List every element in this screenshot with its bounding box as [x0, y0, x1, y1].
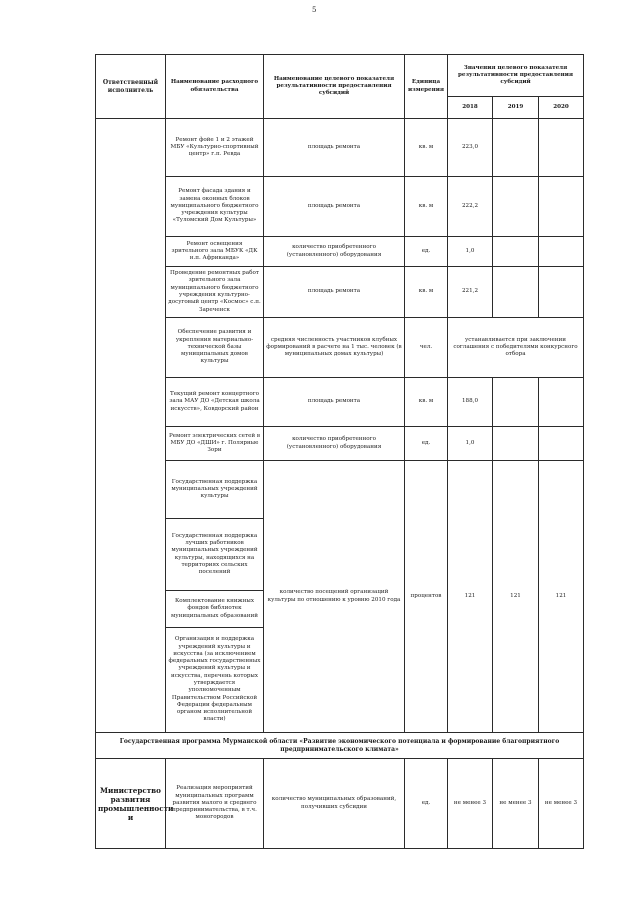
executor-cell: Министерство развития промышленности и	[96, 759, 166, 849]
executor-cell	[96, 119, 166, 733]
unit-cell: кв. м	[405, 267, 448, 318]
table-row	[96, 119, 584, 177]
unit-cell: кв. м	[405, 378, 448, 427]
group-unit-cell: процентов	[405, 461, 448, 733]
obligation-cell: Комплектование книжных фондов библиотек муниципальных образований	[166, 591, 264, 628]
obligation-cell: Ремонт электрических сетей в МБУ ДО «ДШИ» г. Полярные Зори	[166, 427, 264, 461]
value-2019-cell	[493, 177, 539, 237]
unit-cell: чел.	[405, 318, 448, 378]
table-row	[96, 267, 584, 318]
value-2019-cell	[493, 427, 539, 461]
value-2020-cell	[539, 427, 584, 461]
indicator-cell: количество муниципальных образований, получивших субсидии	[264, 759, 405, 849]
header-values-group: Значения целевого показателя результативности предоставления субсидий	[448, 55, 584, 97]
indicator-cell: средняя численность участников клубных формирований в расчете на 1 тыс. человек (в муниципальных домах культуры)	[264, 318, 405, 378]
value-2020-cell	[539, 378, 584, 427]
table-row	[96, 237, 584, 267]
value-2018-cell: 1,0	[448, 427, 493, 461]
program-row	[96, 733, 584, 759]
value-2020-cell	[539, 119, 584, 177]
indicator-cell: площадь ремонта	[264, 119, 405, 177]
value-2018-cell: 1,0	[448, 237, 493, 267]
value-2019-cell	[493, 119, 539, 177]
value-2019-cell	[493, 378, 539, 427]
obligation-cell: Ремонт освещения зрительного зала МБУК «ДК н.п. Африканда»	[166, 237, 264, 267]
obligation-cell: Реализация мероприятий муниципальных программ развития малого и среднего предпринимательства, в т.ч. моногородов	[166, 759, 264, 849]
header-executor: Ответственный исполнитель	[96, 55, 166, 119]
program-title: Государственная программа Мурманской области «Развитие экономического потенциала и формирование благоприятного предпринимательского климата»	[96, 733, 584, 759]
indicator-cell: количество приобретенного (установленного) оборудования	[264, 427, 405, 461]
obligation-cell: Текущий ремонт концертного зала МАУ ДО «Детская школа искусств», Ковдорский район	[166, 378, 264, 427]
merged-value-cell: устанавливается при заключении соглашения с победителями конкурсного отбора	[448, 318, 584, 378]
obligation-cell: Организация и поддержка учреждений культуры и искусства (за исключением федеральных государственных учреждений культуры и искусства, перечень которых утверждается уполномоченным Правительством Российской Федерации федеральным органом исполнительной власти)	[166, 628, 264, 733]
header-year-2018: 2018	[448, 97, 493, 119]
table-row	[96, 461, 584, 519]
header-year-2019: 2019	[493, 97, 539, 119]
header-unit: Единица измерения	[405, 55, 448, 119]
header-indicator: Наименование целевого показателя результативности предоставления субсидий	[264, 55, 405, 119]
value-2019-cell: не менее 3	[493, 759, 539, 849]
table-row	[96, 759, 584, 849]
value-2018-cell: не менее 3	[448, 759, 493, 849]
value-2019-cell	[493, 237, 539, 267]
value-2018-cell: 222,2	[448, 177, 493, 237]
table-row	[96, 427, 584, 461]
indicator-cell: площадь ремонта	[264, 177, 405, 237]
table-row	[96, 378, 584, 427]
unit-cell: ед.	[405, 237, 448, 267]
value-2018-cell: 188,0	[448, 378, 493, 427]
obligation-cell: Ремонт фасада здания и замена оконных блоков муниципального бюджетного учреждения культуры «Туломский Дом Культуры»	[166, 177, 264, 237]
obligation-cell: Государственная поддержка муниципальных учреждений культуры	[166, 461, 264, 519]
indicator-cell: площадь ремонта	[264, 378, 405, 427]
value-2019-cell	[493, 267, 539, 318]
obligation-cell: Проведение ремонтных работ зрительного зала муниципального бюджетного учреждения культурно-досуговый центр «Космос» с.п. Зареченск	[166, 267, 264, 318]
unit-cell: ед.	[405, 759, 448, 849]
table-row	[96, 318, 584, 378]
indicator-cell: количество приобретенного (установленного) оборудования	[264, 237, 405, 267]
obligation-cell: Обеспечение развития и укрепления материально-технической базы муниципальных домов культуры	[166, 318, 264, 378]
value-2020-cell	[539, 177, 584, 237]
page-number: 5	[312, 6, 317, 14]
group-value-2020-cell: 121	[539, 461, 584, 733]
indicators-table	[95, 54, 584, 849]
obligation-cell: Ремонт фойе 1 и 2 этажей МБУ «Культурно-спортивный центр» г.п. Ревда	[166, 119, 264, 177]
header-year-2020: 2020	[539, 97, 584, 119]
obligation-cell: Государственная поддержка лучших работников муниципальных учреждений культуры, находящихся на территориях сельских поселений	[166, 519, 264, 591]
value-2020-cell: не менее 3	[539, 759, 584, 849]
unit-cell: ед.	[405, 427, 448, 461]
group-value-2018-cell: 121	[448, 461, 493, 733]
value-2020-cell	[539, 267, 584, 318]
header-obligation: Наименование расходного обязательства	[166, 55, 264, 119]
table-row	[96, 177, 584, 237]
value-2020-cell	[539, 237, 584, 267]
unit-cell: кв. м	[405, 177, 448, 237]
group-value-2019-cell: 121	[493, 461, 539, 733]
indicator-cell: площадь ремонта	[264, 267, 405, 318]
unit-cell: кв. м	[405, 119, 448, 177]
group-indicator-cell: количество посещений организаций культуры по отношению к уровню 2010 года	[264, 461, 405, 733]
value-2018-cell: 221,2	[448, 267, 493, 318]
value-2018-cell: 223,0	[448, 119, 493, 177]
